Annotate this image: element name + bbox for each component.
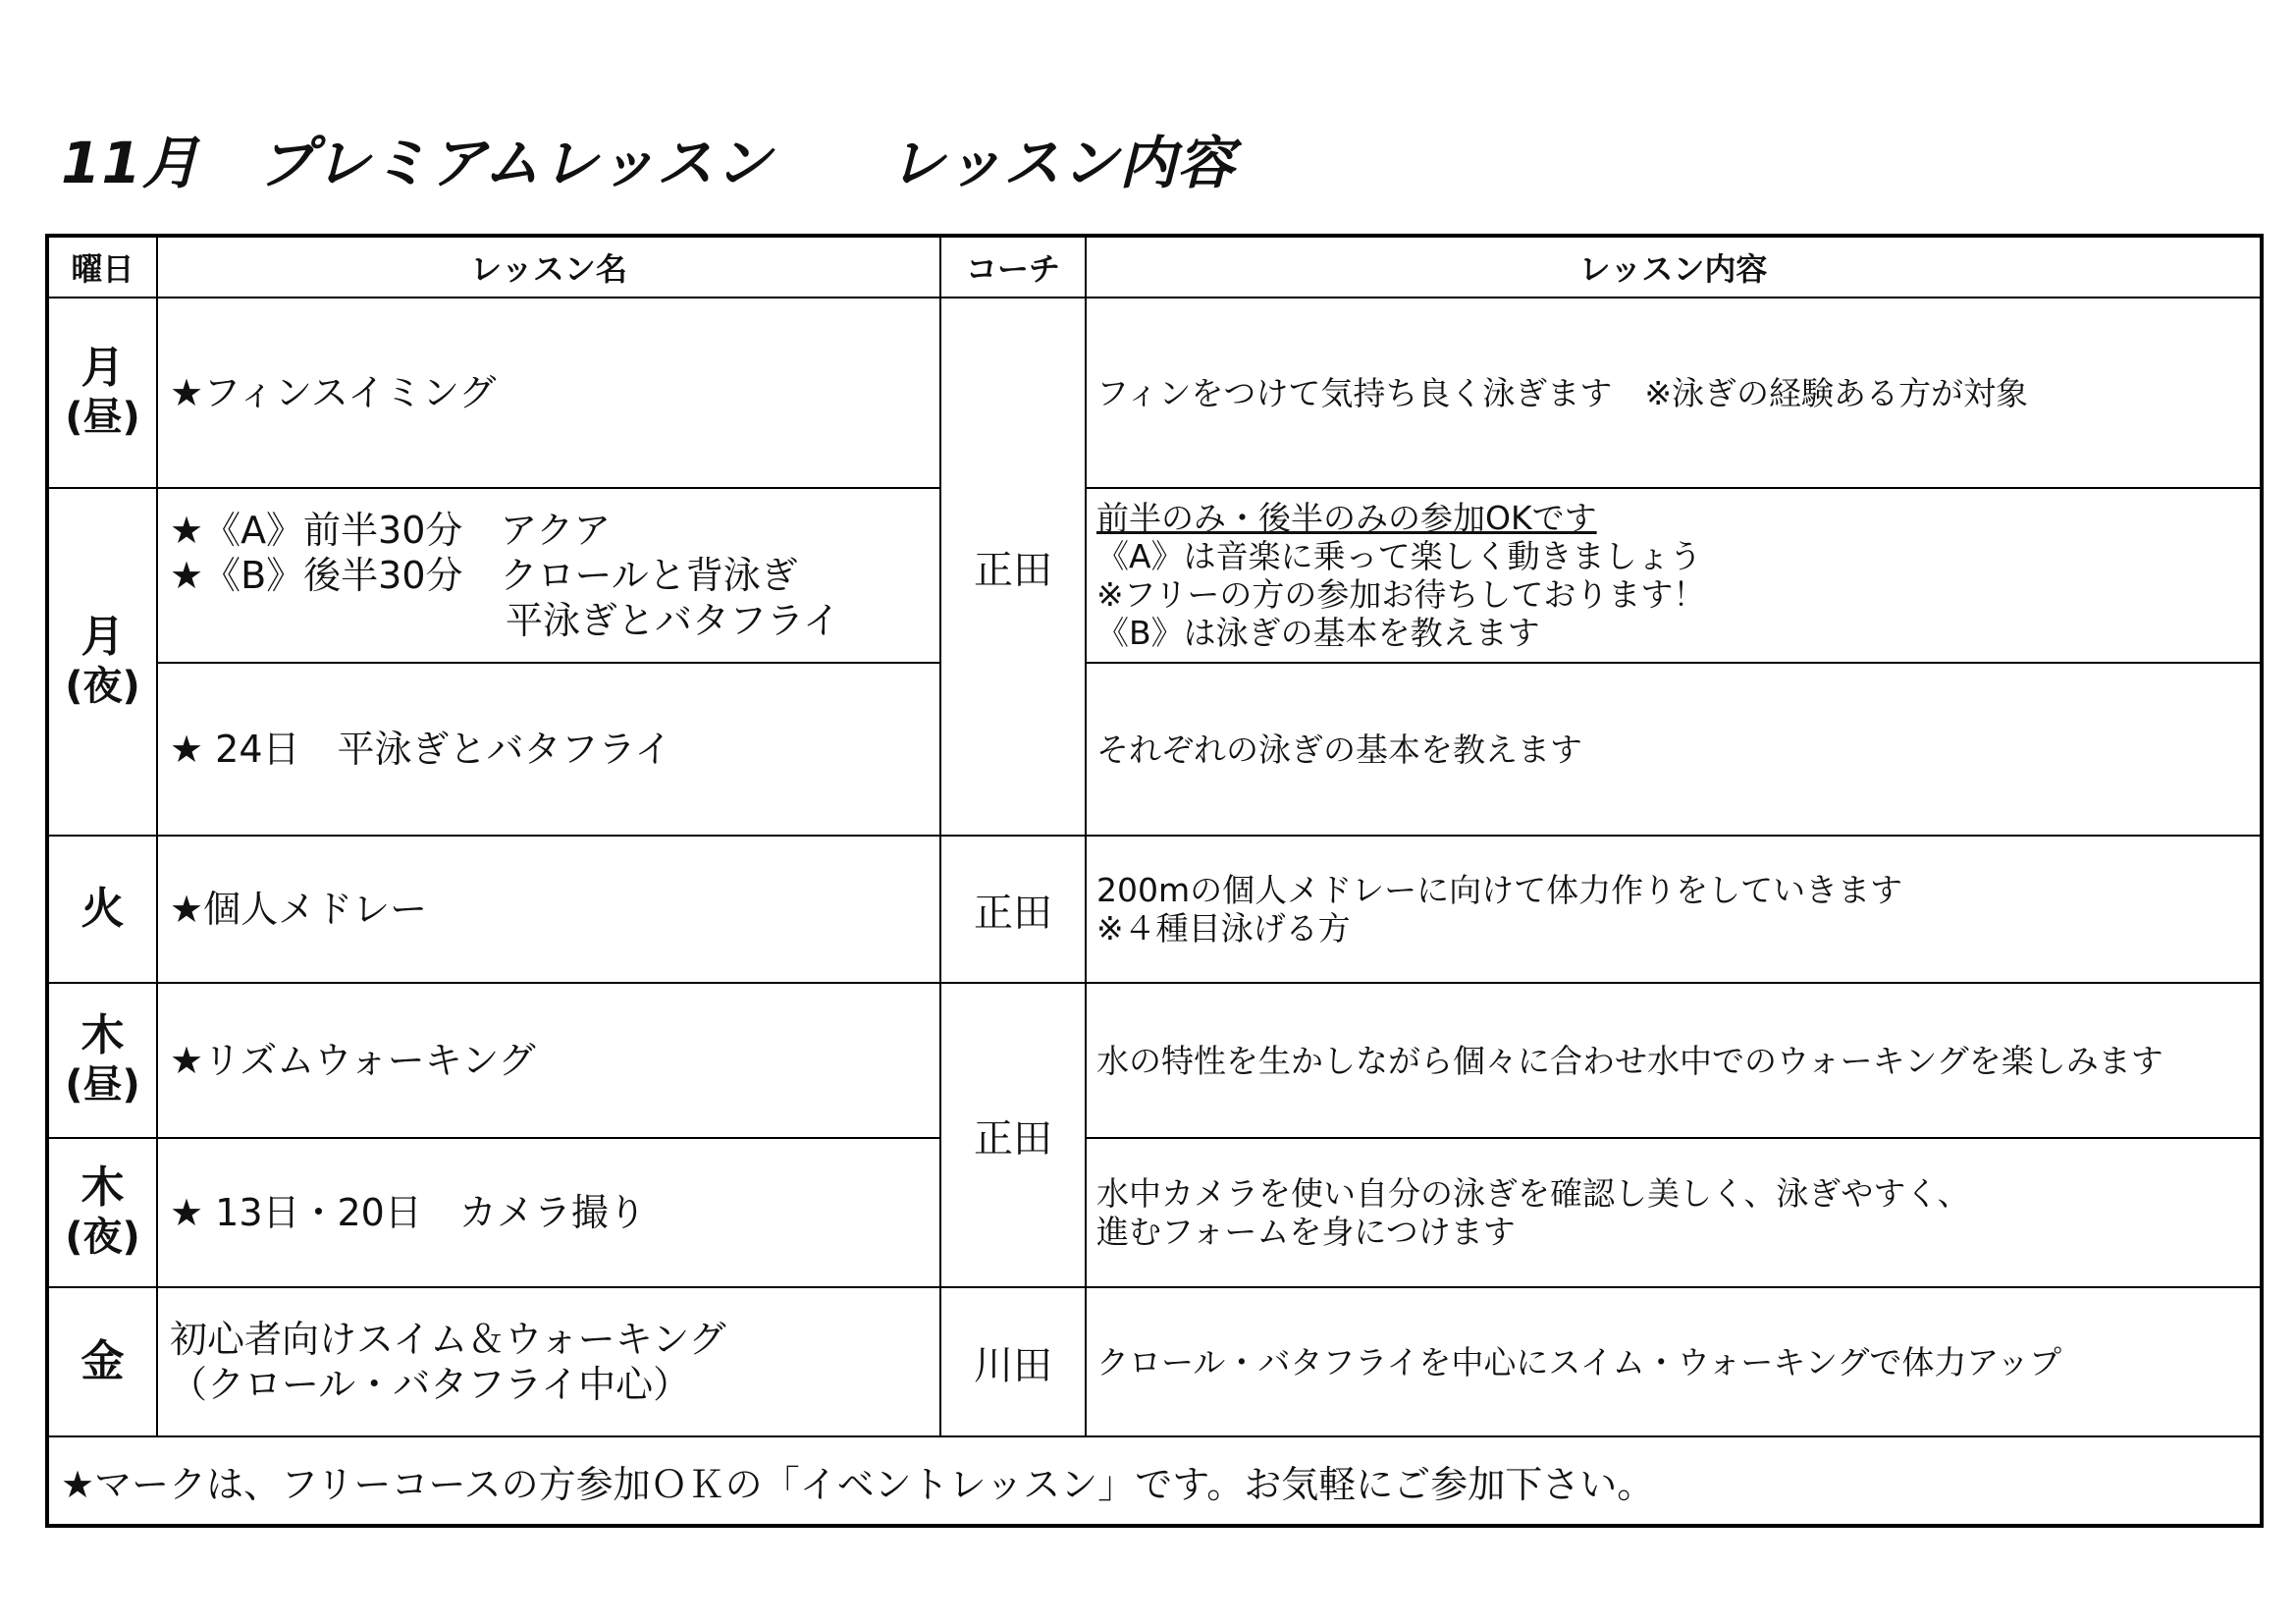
lesson-content-cell	[1086, 836, 2262, 983]
table-row	[47, 1138, 2262, 1287]
day-label: 金	[80, 1336, 125, 1386]
footer-note: ★マークは、フリーコースの方参加ＯＫの「イベントレッスン」です。お気軽にご参加下さい。	[47, 1436, 2262, 1526]
lesson-content-cell	[1086, 663, 2262, 836]
header-row	[47, 236, 2262, 298]
day-label: 火	[80, 884, 125, 934]
content-line: 《A》は音楽に乗って楽しく動きましょう	[1096, 537, 1702, 575]
day-sub-label: (昼)	[65, 1062, 140, 1108]
table-row	[47, 836, 2262, 983]
coach-cell: 川田	[940, 1287, 1086, 1436]
coach-cell: 正田	[940, 983, 1086, 1287]
content-line: 水中カメラを使い自分の泳ぎを確認し美しく、泳ぎやすく、	[1096, 1174, 1970, 1213]
lesson-content-cell	[1086, 1287, 2262, 1436]
table-row	[47, 488, 2262, 663]
lesson-name-cell: ★《A》前半30分 アクア ★《B》後半30分 クロールと背泳ぎ 平泳ぎとバタフライ	[157, 488, 940, 663]
day-sub-label: (夜)	[65, 1215, 140, 1260]
lesson-name-cell: ★ 13日・20日 カメラ撮り	[157, 1138, 940, 1287]
day-label: 木	[80, 1010, 125, 1060]
day-sub-label: (夜)	[65, 664, 140, 709]
page-title: 11月 プレミアムレッスン レッスン内容	[61, 130, 1236, 196]
header-content: レッスン内容	[1086, 236, 2262, 298]
day-cell-mon-day	[47, 298, 157, 488]
day-cell-fri	[47, 1287, 157, 1436]
header-day: 曜日	[47, 236, 157, 298]
day-cell-tue	[47, 836, 157, 983]
coach-cell: 正田	[940, 298, 1086, 836]
day-label: 月	[80, 343, 125, 393]
lesson-content-cell	[1086, 1138, 2262, 1287]
day-label: 木	[80, 1163, 125, 1213]
day-cell-thu-night	[47, 1138, 157, 1287]
coach-cell: 正田	[940, 836, 1086, 983]
lesson-name-cell: ★リズムウォーキング	[157, 983, 940, 1138]
header-coach: コーチ	[940, 236, 1086, 298]
content-line: それぞれの泳ぎの基本を教えます	[1096, 730, 1582, 769]
table-row	[47, 983, 2262, 1138]
content-line: 200mの個人メドレーに向けて体力作りをしていきます	[1096, 871, 1903, 909]
lesson-name-cell: ★フィンスイミング	[157, 298, 940, 488]
lesson-name-cell: ★個人メドレー	[157, 836, 940, 983]
day-label: 月	[80, 612, 125, 662]
content-line: ※４種目泳げる方	[1096, 909, 1351, 947]
day-sub-label: (昼)	[65, 395, 140, 440]
lesson-content-cell	[1086, 298, 2262, 488]
day-cell-mon-night	[47, 488, 157, 836]
table-row	[47, 663, 2262, 836]
lesson-name-cell: 初心者向けスイム＆ウォーキング （クロール・バタフライ中心）	[157, 1287, 940, 1436]
header-lesson: レッスン名	[157, 236, 940, 298]
content-line: 進むフォームを身につけます	[1096, 1213, 1516, 1251]
content-line-underlined: 前半のみ・後半のみの参加OKです	[1096, 499, 1597, 537]
lesson-content-cell	[1086, 983, 2262, 1138]
content-line: ※フリーの方の参加お待ちしております！	[1096, 575, 1706, 614]
lesson-content-cell	[1086, 488, 2262, 663]
content-line: 《B》は泳ぎの基本を教えます	[1096, 614, 1540, 652]
table-row	[47, 298, 2262, 488]
content-line: フィンをつけて気持ち良く泳ぎます ※泳ぎの経験ある方が対象	[1096, 373, 2029, 412]
content-line: 水の特性を生かしながら個々に合わせ水中でのウォーキングを楽しみます	[1096, 1041, 2163, 1080]
day-cell-thu-day	[47, 983, 157, 1138]
footer-row	[47, 1436, 2262, 1526]
lesson-name-cell: ★ 24日 平泳ぎとバタフライ	[157, 663, 940, 836]
table-row	[47, 1287, 2262, 1436]
content-line: クロール・バタフライを中心にスイム・ウォーキングで体力アップ	[1096, 1342, 2062, 1381]
lesson-schedule-table	[45, 234, 2264, 1528]
